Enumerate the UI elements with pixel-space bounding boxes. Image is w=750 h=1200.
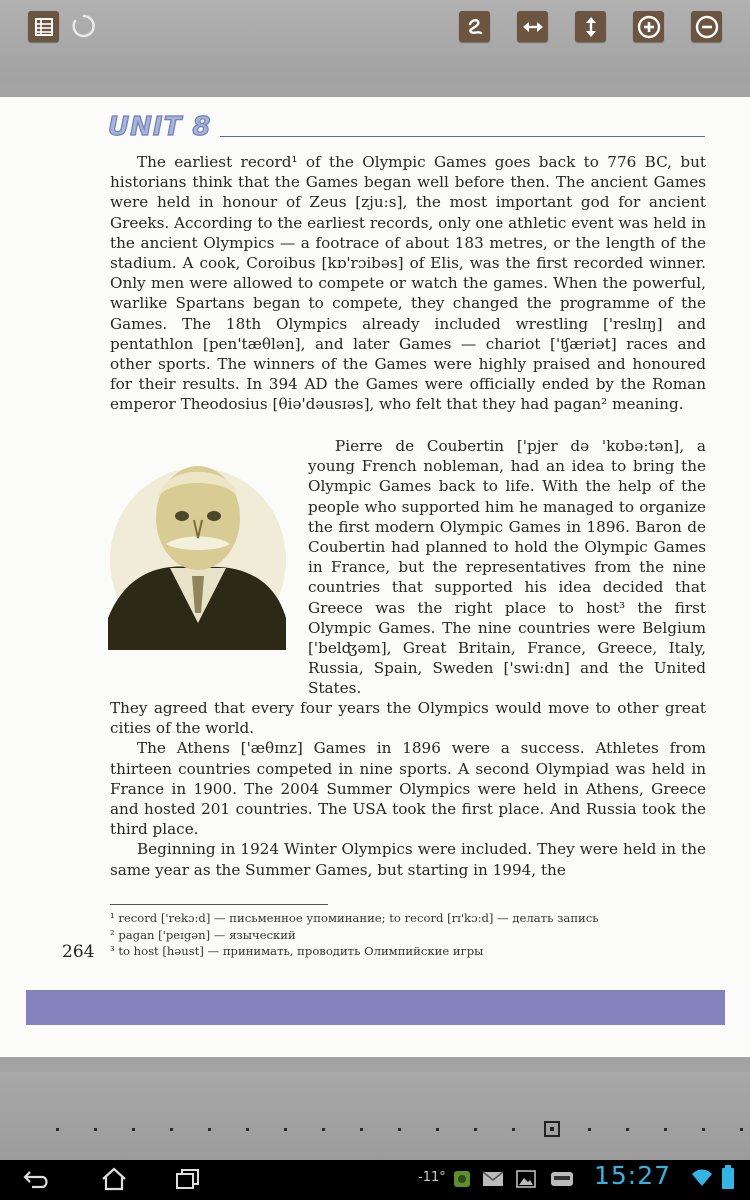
fit-width-button[interactable] bbox=[517, 11, 548, 42]
coubertin-portrait bbox=[108, 448, 288, 650]
pager-dot[interactable] bbox=[474, 1128, 477, 1131]
text-block-coubertin bbox=[308, 436, 706, 699]
zoom-in-button[interactable] bbox=[633, 11, 664, 42]
pager-dot[interactable] bbox=[702, 1128, 705, 1131]
pager-dot[interactable] bbox=[284, 1128, 287, 1131]
footnote-2: ² pagan ['peɪgən] — языческий bbox=[110, 927, 296, 942]
minus-circle-icon bbox=[695, 15, 719, 39]
android-notification-icon bbox=[452, 1169, 472, 1189]
image-icon bbox=[516, 1170, 536, 1188]
footnote-1: ¹ record ['rekɔ:d] — письменное упоминание; to record [rɪ'kɔ:d] — делать запись bbox=[110, 911, 599, 925]
unit-heading bbox=[108, 112, 211, 142]
recent-apps-icon[interactable] bbox=[173, 1166, 203, 1192]
mail-icon bbox=[482, 1170, 504, 1188]
text-block-top bbox=[110, 152, 706, 415]
paragraph-winter-olympics: Beginning in 1924 Winter Olympics were included. They were held in the same year as the Summer Games, but starting in 1994, the bbox=[110, 840, 706, 879]
pager-dot[interactable] bbox=[512, 1128, 515, 1131]
pager-dot[interactable] bbox=[208, 1128, 211, 1131]
pager-dot[interactable] bbox=[588, 1128, 591, 1131]
unit-title: UNIT 8 bbox=[108, 112, 212, 142]
zoom-out-button[interactable] bbox=[691, 11, 722, 42]
battery-icon bbox=[720, 1164, 736, 1190]
pager-dot[interactable] bbox=[664, 1128, 667, 1131]
footnotes bbox=[110, 910, 700, 960]
paragraph-athens-games: The Athens ['æθɪnz] Games in 1896 were a success. Athletes from thirteen countries competed in nine sports. A second Olympiad was held in France in 1900. The 2004 Summer Olympics were held in Athens, Greece and hosted 201 countries. The USA took the first place. And Russia took the third place. bbox=[110, 739, 706, 839]
pager-current-page-marker[interactable] bbox=[544, 1121, 560, 1137]
pager-dot[interactable] bbox=[360, 1128, 363, 1131]
pager-dot[interactable] bbox=[94, 1128, 97, 1131]
plus-circle-icon bbox=[637, 15, 661, 39]
pager-dot[interactable] bbox=[322, 1128, 325, 1131]
menu-button[interactable] bbox=[28, 11, 59, 42]
fit-height-button[interactable] bbox=[575, 11, 606, 42]
heading-rule bbox=[220, 136, 705, 137]
back-icon[interactable] bbox=[22, 1166, 52, 1192]
pager-dot[interactable] bbox=[436, 1128, 439, 1131]
annotate-button[interactable] bbox=[459, 11, 490, 42]
pager-dot[interactable] bbox=[56, 1128, 59, 1131]
pager-dot[interactable] bbox=[626, 1128, 629, 1131]
scribble-icon bbox=[464, 16, 486, 38]
temperature-readout: -11° bbox=[418, 1170, 446, 1185]
page-number: 264 bbox=[62, 942, 95, 962]
pager-dot[interactable] bbox=[246, 1128, 249, 1131]
page-scrubber[interactable] bbox=[0, 1072, 750, 1160]
pager-dot[interactable] bbox=[170, 1128, 173, 1131]
vertical-arrows-icon bbox=[580, 16, 602, 38]
paragraph-coubertin: Pierre de Coubertin ['pjer də 'kʊbə:tən], a young French nobleman, had an idea to bring the Olympic Games back to life. With the help of the people who supported him he managed to organize the first modern Olympic Games in 1896. Baron de Coubertin had planned to hold the Olympic Games in France, but the representatives from the nine countries that supported his idea decided that Greece was the right place to host³ the first Olympic Games. The nine countries were Belgium ['belʤəm], Great Britain, France, Greece, Italy, Russia, Spain, Sweden ['swi:dn] and the United States. bbox=[308, 437, 706, 698]
pager-dot[interactable] bbox=[398, 1128, 401, 1131]
text-block-bottom bbox=[110, 698, 706, 880]
loading-spinner-icon bbox=[70, 12, 98, 40]
page-footer-band bbox=[26, 990, 725, 1025]
footnote-rule bbox=[110, 904, 328, 905]
paragraph-olympic-history: The earliest record¹ of the Olympic Games goes back to 776 BC, but historians think that the Games began well before then. The ancient Games were held in honour of Zeus [zju:s], the most important god for ancient Greeks. According to the earliest records, only one athletic event was held in the ancient Olympics — a footrace of about 183 metres, or the length of the stadium. A cook, Coroibus [kɒ'rɔibəs] of Elis, was the first recorded winner. Only men were allowed to compete or watch the games. When the powerful, warlike Spartans began to compete, they changed the programme of the Games. The 18th Olympics already included wrestling ['reslɪŋ] and pentathlon [pen'tæθlən], and later Games — chariot ['ʧæriət] races and other sports. The winners of the Games were highly praised and honoured for their results. In 394 AD the Games were officially ended by the Roman emperor Theodosius [θiə'dəusɪəs], who felt that they had pagan² meaning. bbox=[110, 153, 706, 414]
home-icon[interactable] bbox=[99, 1166, 129, 1192]
pager-dot[interactable] bbox=[740, 1128, 743, 1131]
pager-dot[interactable] bbox=[132, 1128, 135, 1131]
horizontal-arrows-icon bbox=[522, 16, 544, 38]
wifi-icon bbox=[690, 1166, 714, 1188]
reader-toolbar bbox=[0, 0, 750, 82]
paragraph-coubertin-continued: They agreed that every four years the Olympics would move to other great cities of the world. bbox=[110, 699, 706, 738]
list-icon bbox=[34, 17, 54, 37]
keyboard-icon bbox=[550, 1170, 574, 1188]
footnote-3: ³ to host [həust] — принимать, проводить Олимпийские игры bbox=[110, 944, 484, 959]
status-clock: 15:27 bbox=[594, 1161, 672, 1190]
